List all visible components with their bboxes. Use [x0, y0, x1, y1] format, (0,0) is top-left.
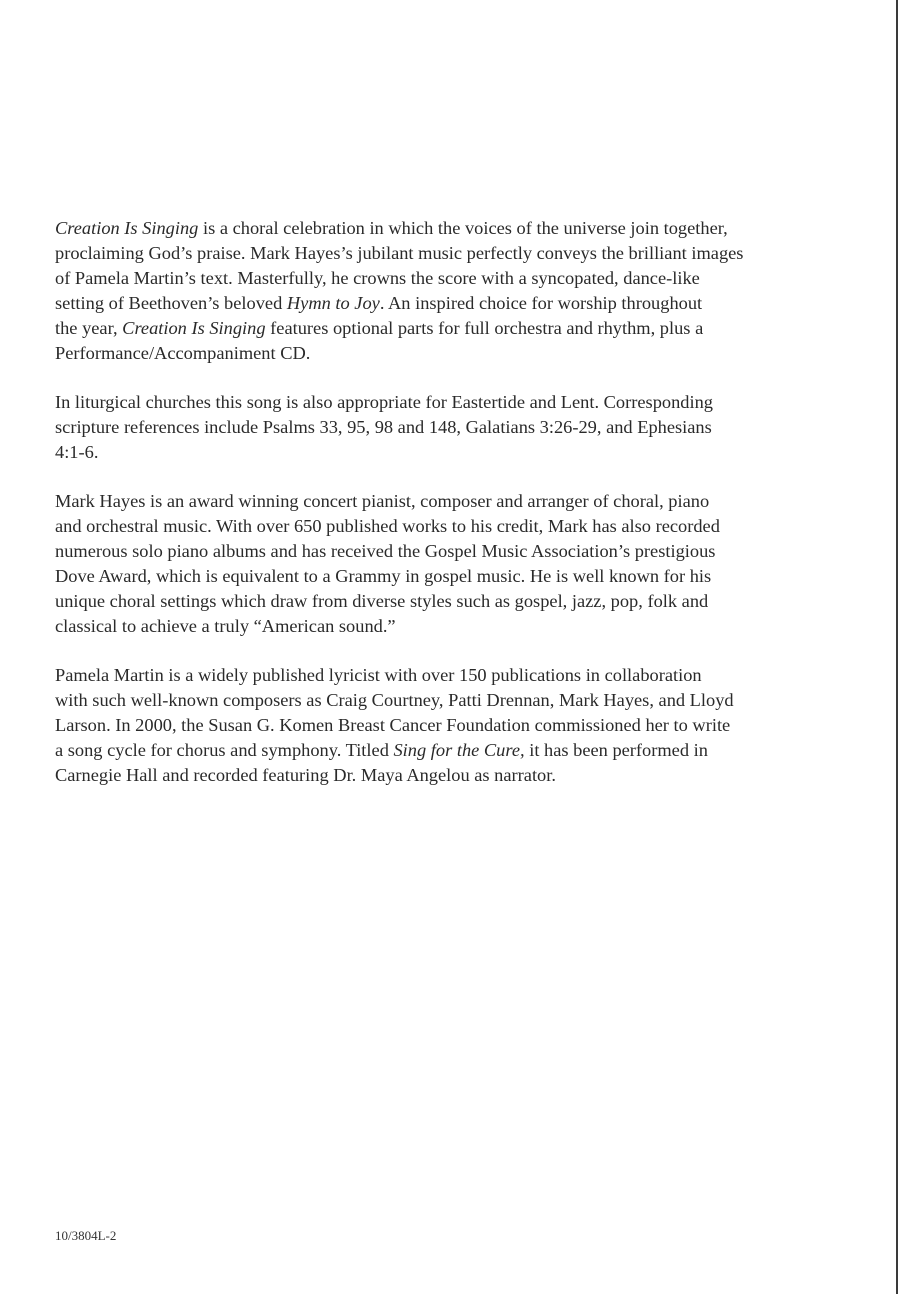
text-line [55, 216, 855, 241]
text-run: numerous solo piano albums and has received the Gospel Music Association’s prestigious [55, 541, 716, 561]
text-line [55, 341, 855, 366]
text-line [55, 291, 855, 316]
text-line [55, 390, 855, 415]
text-line [55, 688, 855, 713]
text-run: with such well-known composers as Craig Courtney, Patti Drennan, Mark Hayes, and Lloyd [55, 690, 734, 710]
text-line [55, 589, 855, 614]
text-line [55, 539, 855, 564]
text-line [55, 713, 855, 738]
text-run: Pamela Martin is a widely published lyricist with over 150 publications in collaboration [55, 665, 702, 685]
paragraph-liturgical-use [55, 390, 855, 465]
text-run: proclaiming God’s praise. Mark Hayes’s jubilant music perfectly conveys the brilliant images [55, 243, 744, 263]
text-run: setting of Beethoven’s beloved [55, 293, 287, 313]
text-line [55, 266, 855, 291]
text-run: a song cycle for chorus and symphony. Titled [55, 740, 394, 760]
text-line [55, 316, 855, 341]
paragraph-description [55, 216, 855, 366]
text-line [55, 415, 855, 440]
text-run: classical to achieve a truly “American sound.” [55, 616, 396, 636]
text-line [55, 514, 855, 539]
italic-title: Sing for the Cure, [393, 740, 525, 760]
text-run: Performance/Accompaniment CD. [55, 343, 311, 363]
text-run: . An inspired choice for worship throughout [379, 293, 703, 313]
catalog-number: 10/3804L-2 [55, 1228, 117, 1243]
text-run: scripture references include Psalms 33, 95, 98 and 148, Galatians 3:26-29, and Ephesians [55, 417, 712, 437]
text-line [55, 241, 855, 266]
text-line [55, 440, 855, 465]
text-run: 4:1-6. [55, 442, 99, 462]
text-run: Dove Award, which is equivalent to a Grammy in gospel music. He is well known for his [55, 566, 712, 586]
body-text [55, 216, 855, 812]
text-run: unique choral settings which draw from diverse styles such as gospel, jazz, pop, folk and [55, 591, 709, 611]
text-run: it has been performed in [524, 740, 708, 760]
text-run: Carnegie Hall and recorded featuring Dr. Maya Angelou as narrator. [55, 765, 556, 785]
paragraph-composer-bio [55, 489, 855, 639]
text-line [55, 763, 855, 788]
text-run: of Pamela Martin’s text. Masterfully, he crowns the score with a syncopated, dance-like [55, 268, 700, 288]
text-line [55, 738, 855, 763]
text-run: features optional parts for full orchestra and rhythm, plus a [265, 318, 704, 338]
text-run: and orchestral music. With over 650 published works to his credit, Mark has also recorded [55, 516, 720, 536]
text-line [55, 614, 855, 639]
text-run: Mark Hayes is an award winning concert pianist, composer and arranger of choral, piano [55, 491, 710, 511]
text-line [55, 663, 855, 688]
italic-title: Creation Is Singing [55, 218, 199, 238]
italic-title: Hymn to Joy [286, 293, 380, 313]
text-run: In liturgical churches this song is also appropriate for Eastertide and Lent. Corresponding [55, 392, 713, 412]
text-run: Larson. In 2000, the Susan G. Komen Breast Cancer Foundation commissioned her to write [55, 715, 731, 735]
italic-title: Creation Is Singing [122, 318, 266, 338]
paragraph-lyricist-bio [55, 663, 855, 788]
text-line [55, 489, 855, 514]
text-run: is a choral celebration in which the voices of the universe join together, [198, 218, 728, 238]
text-run: the year, [55, 318, 123, 338]
text-line [55, 564, 855, 589]
